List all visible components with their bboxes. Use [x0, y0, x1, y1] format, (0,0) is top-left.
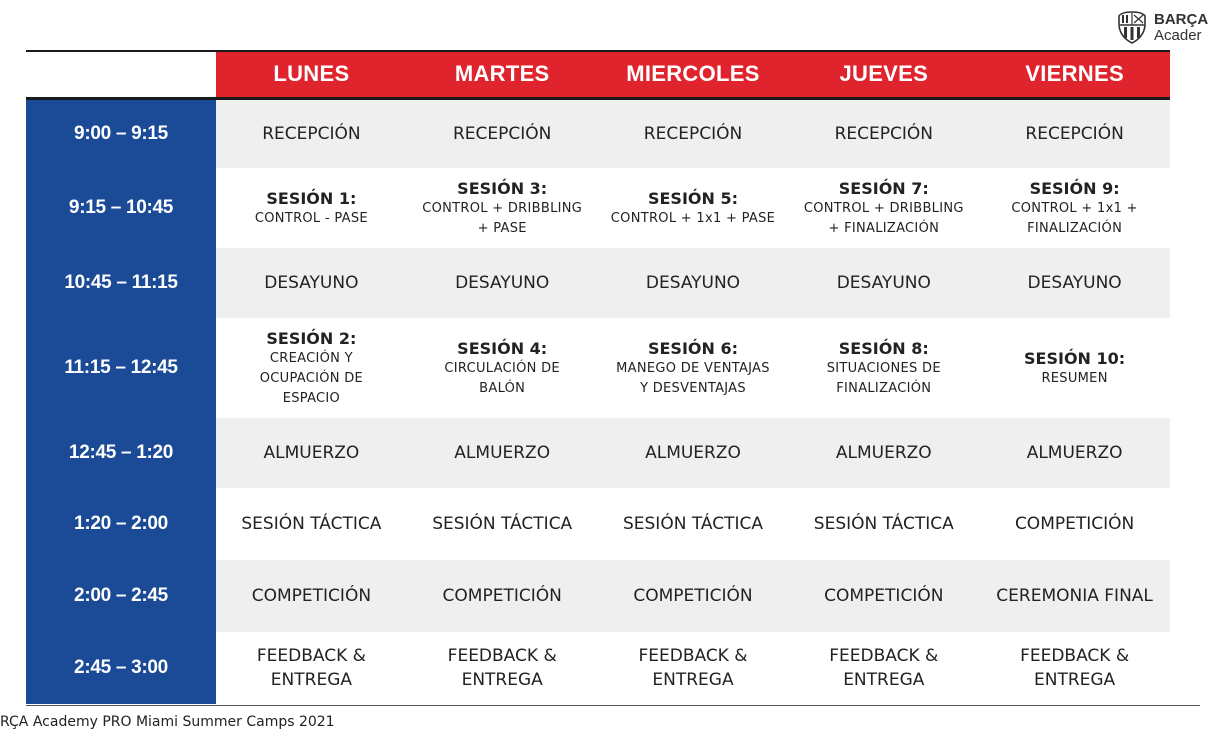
schedule-row [26, 98, 1170, 168]
schedule-cell: RECEPCIÓN [788, 98, 979, 168]
session-title: SESIÓN 6: [647, 338, 738, 358]
session-title: SESIÓN 7: [838, 178, 929, 198]
session-description-line: + FINALIZACIÓN [828, 220, 940, 236]
schedule-cell: COMPETICIÓN [979, 488, 1170, 560]
time-slot: 1:20 – 2:00 [26, 488, 216, 560]
schedule-cell: RECEPCIÓN [979, 98, 1170, 168]
session-description-line: CREACIÓN Y [269, 350, 353, 366]
schedule-cell [216, 168, 407, 248]
schedule-cell [598, 168, 789, 248]
schedule-cell: SESIÓN TÁCTICA [598, 488, 789, 560]
session-description-line: FINALIZACIÓN [836, 380, 932, 396]
day-header-viernes: VIERNES [979, 52, 1170, 98]
session-title: SESIÓN 10: [1024, 348, 1126, 368]
time-slot: 12:45 – 1:20 [26, 418, 216, 488]
session-description-line: MANEGO DE VENTAJAS [616, 360, 770, 376]
schedule-row [26, 168, 1170, 248]
session-title: SESIÓN 1: [266, 188, 357, 208]
session-title: SESIÓN 9: [1029, 178, 1120, 198]
schedule-cell: ALMUERZO [979, 418, 1170, 488]
session-description-line: + PASE [477, 220, 527, 236]
schedule-cell [979, 318, 1170, 418]
schedule-cell: ALMUERZO [407, 418, 598, 488]
schedule-row [26, 632, 1170, 704]
session-description-line: CONTROL - PASE [254, 210, 368, 226]
schedule-cell [788, 318, 979, 418]
session-description-line: FINALIZACIÓN [1027, 220, 1123, 236]
session-title: SESIÓN 4: [457, 338, 548, 358]
header-corner [26, 52, 216, 98]
day-header-row [26, 52, 1170, 98]
session-title: SESIÓN 2: [266, 328, 357, 348]
footer-caption: RÇA Academy PRO Miami Summer Camps 2021 [0, 714, 335, 730]
session-description-line: CONTROL + DRIBBLING [422, 200, 583, 216]
cell-text-line: ENTREGA [843, 670, 925, 690]
session-description-line: ESPACIO [282, 390, 341, 406]
time-slot: 9:00 – 9:15 [26, 98, 216, 168]
schedule-cell: SESIÓN TÁCTICA [788, 488, 979, 560]
schedule-row [26, 488, 1170, 560]
time-slot: 2:45 – 3:00 [26, 632, 216, 704]
schedule-cell [598, 632, 789, 704]
day-header-lunes: LUNES [216, 52, 407, 98]
schedule-cell: CEREMONIA FINAL [979, 560, 1170, 632]
time-slot: 11:15 – 12:45 [26, 318, 216, 418]
session-description-line: CONTROL + DRIBBLING [803, 200, 964, 216]
schedule-cell [407, 318, 598, 418]
schedule-cell: ALMUERZO [216, 418, 407, 488]
schedule-cell [788, 632, 979, 704]
session-description-line: SITUACIONES DE [826, 360, 941, 376]
session-description-line: CONTROL + 1x1 + PASE [610, 210, 776, 226]
club-crest-icon [1117, 10, 1147, 44]
session-description-line: CIRCULACIÓN DE [444, 360, 560, 376]
schedule-row [26, 318, 1170, 418]
schedule-cell: COMPETICIÓN [407, 560, 598, 632]
weekly-schedule-table [26, 52, 1170, 704]
schedule-cell [216, 318, 407, 418]
session-title: SESIÓN 3: [457, 178, 548, 198]
schedule-cell: COMPETICIÓN [788, 560, 979, 632]
cell-text-line: FEEDBACK & [256, 646, 366, 666]
cell-text-line: ENTREGA [270, 670, 352, 690]
schedule-cell: DESAYUNO [788, 248, 979, 318]
brand-name: BARÇA [1154, 11, 1208, 28]
schedule-cell: ALMUERZO [788, 418, 979, 488]
schedule-cell [407, 168, 598, 248]
cell-text-line: FEEDBACK & [447, 646, 557, 666]
schedule-cell: RECEPCIÓN [598, 98, 789, 168]
brand-wordmark [1154, 11, 1208, 44]
schedule-cell: DESAYUNO [979, 248, 1170, 318]
cell-text-line: ENTREGA [461, 670, 543, 690]
session-title: SESIÓN 8: [838, 338, 929, 358]
schedule-cell: ALMUERZO [598, 418, 789, 488]
session-description-line: Y DESVENTAJAS [640, 380, 746, 396]
schedule-row [26, 560, 1170, 632]
schedule-body [26, 98, 1170, 704]
schedule-cell [407, 632, 598, 704]
schedule-cell: SESIÓN TÁCTICA [216, 488, 407, 560]
schedule-cell: COMPETICIÓN [598, 560, 789, 632]
schedule-cell [598, 318, 789, 418]
day-header-jueves: JUEVES [788, 52, 979, 98]
time-slot: 2:00 – 2:45 [26, 560, 216, 632]
schedule-cell: DESAYUNO [216, 248, 407, 318]
cell-text-line: ENTREGA [1033, 670, 1116, 690]
cell-text-line: FEEDBACK & [638, 646, 748, 666]
cell-text-line: FEEDBACK & [829, 646, 939, 666]
schedule-cell [216, 632, 407, 704]
session-title: SESIÓN 5: [647, 188, 738, 208]
brand-logo [1117, 10, 1208, 46]
brand-subtitle: Acader [1154, 27, 1202, 44]
schedule-row [26, 418, 1170, 488]
cell-text-line: FEEDBACK & [1020, 646, 1130, 666]
schedule-cell: DESAYUNO [407, 248, 598, 318]
schedule-cell: SESIÓN TÁCTICA [407, 488, 598, 560]
schedule-row [26, 248, 1170, 318]
bottom-divider [26, 705, 1200, 706]
time-slot: 9:15 – 10:45 [26, 168, 216, 248]
day-header-martes: MARTES [407, 52, 598, 98]
schedule-cell [788, 168, 979, 248]
schedule-cell: DESAYUNO [598, 248, 789, 318]
session-description-line: BALÓN [479, 380, 526, 396]
schedule-cell: COMPETICIÓN [216, 560, 407, 632]
schedule-cell: RECEPCIÓN [216, 98, 407, 168]
schedule-cell [979, 168, 1170, 248]
schedule-cell: RECEPCIÓN [407, 98, 598, 168]
day-header-miercoles: MIERCOLES [598, 52, 789, 98]
session-description-line: OCUPACIÓN DE [259, 370, 364, 386]
session-description-line: RESUMEN [1041, 370, 1108, 386]
schedule-cell [979, 632, 1170, 704]
cell-text-line: ENTREGA [652, 670, 734, 690]
time-slot: 10:45 – 11:15 [26, 248, 216, 318]
session-description-line: CONTROL + 1x1 + [1011, 200, 1138, 216]
